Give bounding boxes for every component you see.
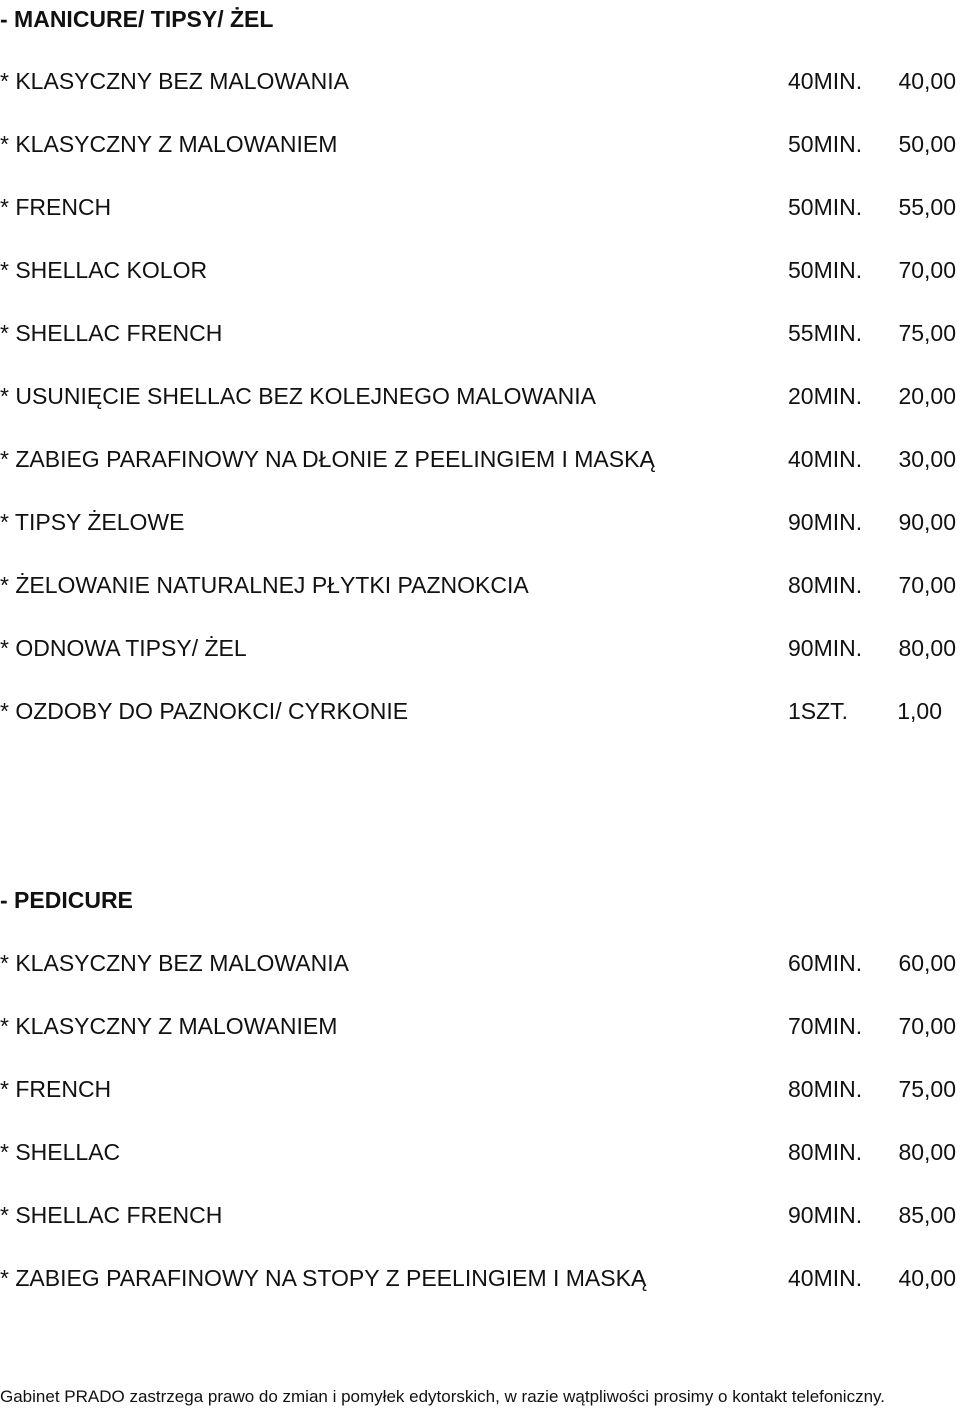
price-row bbox=[0, 633, 960, 663]
service-name: * ODNOWA TIPSY/ ŻEL bbox=[0, 635, 247, 661]
price-row bbox=[0, 192, 960, 222]
service-duration: 50MIN. bbox=[788, 194, 863, 220]
service-price: 90,00 bbox=[898, 509, 956, 535]
price-row bbox=[0, 255, 960, 285]
pedicure-section-title: - PEDICURE bbox=[0, 887, 133, 913]
service-price: 40,00 bbox=[898, 68, 956, 94]
service-name: * SHELLAC bbox=[0, 1139, 121, 1165]
manicure-section-title: - MANICURE/ TIPSY/ ŻEL bbox=[0, 6, 274, 32]
service-duration: 40MIN. bbox=[788, 68, 863, 94]
service-name: * FRENCH bbox=[0, 1076, 112, 1102]
service-duration: 50MIN. bbox=[788, 131, 863, 157]
price-row bbox=[0, 948, 960, 978]
service-price: 85,00 bbox=[898, 1202, 956, 1228]
service-price: 55,00 bbox=[898, 194, 956, 220]
service-name: * KLASYCZNY BEZ MALOWANIA bbox=[0, 68, 349, 94]
service-price: 75,00 bbox=[898, 1076, 956, 1102]
service-duration: 60MIN. bbox=[788, 950, 863, 976]
service-name: * ZABIEG PARAFINOWY NA STOPY Z PEELINGIEM I MASKĄ bbox=[0, 1265, 647, 1291]
service-price: 70,00 bbox=[898, 1013, 956, 1039]
service-duration: 1SZT. bbox=[788, 698, 849, 724]
service-name: * TIPSY ŻELOWE bbox=[0, 509, 185, 535]
service-name: * KLASYCZNY BEZ MALOWANIA bbox=[0, 950, 349, 976]
service-name: * USUNIĘCIE SHELLAC BEZ KOLEJNEGO MALOWANIA bbox=[0, 383, 597, 409]
price-row bbox=[0, 1137, 960, 1167]
service-price: 80,00 bbox=[898, 1139, 956, 1165]
service-name: * SHELLAC FRENCH bbox=[0, 320, 223, 346]
service-name: * SHELLAC FRENCH bbox=[0, 1202, 223, 1228]
service-duration: 70MIN. bbox=[788, 1013, 863, 1039]
service-price: 20,00 bbox=[898, 383, 956, 409]
service-duration: 90MIN. bbox=[788, 1202, 863, 1228]
service-price: 80,00 bbox=[898, 635, 956, 661]
service-duration: 20MIN. bbox=[788, 383, 863, 409]
price-row bbox=[0, 381, 960, 411]
service-price: 30,00 bbox=[898, 446, 956, 472]
price-row bbox=[0, 1074, 960, 1104]
service-price: 70,00 bbox=[898, 572, 956, 598]
service-duration: 80MIN. bbox=[788, 1139, 863, 1165]
price-row bbox=[0, 1011, 960, 1041]
service-name: * KLASYCZNY Z MALOWANIEM bbox=[0, 1013, 338, 1039]
service-price: 70,00 bbox=[898, 257, 956, 283]
price-row bbox=[0, 1263, 960, 1293]
price-row bbox=[0, 444, 960, 474]
service-name: * ŻELOWANIE NATURALNEJ PŁYTKI PAZNOKCIA bbox=[0, 572, 529, 598]
service-name: * OZDOBY DO PAZNOKCI/ CYRKONIE bbox=[0, 698, 409, 724]
service-name: * ZABIEG PARAFINOWY NA DŁONIE Z PEELINGIEM I MASKĄ bbox=[0, 446, 655, 472]
service-price: 75,00 bbox=[898, 320, 956, 346]
price-row bbox=[0, 66, 960, 96]
service-duration: 50MIN. bbox=[788, 257, 863, 283]
footer-disclaimer: Gabinet PRADO zastrzega prawo do zmian i pomyłek edytorskich, w razie wątpliwości prosimy o kontakt telefoniczny. bbox=[0, 1387, 885, 1406]
service-duration: 90MIN. bbox=[788, 635, 863, 661]
price-row bbox=[0, 129, 960, 159]
service-name: * KLASYCZNY Z MALOWANIEM bbox=[0, 131, 338, 157]
service-duration: 80MIN. bbox=[788, 1076, 863, 1102]
service-duration: 40MIN. bbox=[788, 1265, 863, 1291]
service-name: * SHELLAC KOLOR bbox=[0, 257, 208, 283]
service-duration: 40MIN. bbox=[788, 446, 863, 472]
service-duration: 80MIN. bbox=[788, 572, 863, 598]
service-price: 1,00 bbox=[897, 698, 942, 724]
price-row bbox=[0, 570, 960, 600]
price-row bbox=[0, 1200, 960, 1230]
price-row bbox=[0, 507, 960, 537]
service-price: 40,00 bbox=[898, 1265, 956, 1291]
price-row bbox=[0, 696, 960, 726]
service-price: 60,00 bbox=[898, 950, 956, 976]
service-price: 50,00 bbox=[898, 131, 956, 157]
service-name: * FRENCH bbox=[0, 194, 112, 220]
service-duration: 55MIN. bbox=[788, 320, 863, 346]
price-row bbox=[0, 318, 960, 348]
service-duration: 90MIN. bbox=[788, 509, 863, 535]
